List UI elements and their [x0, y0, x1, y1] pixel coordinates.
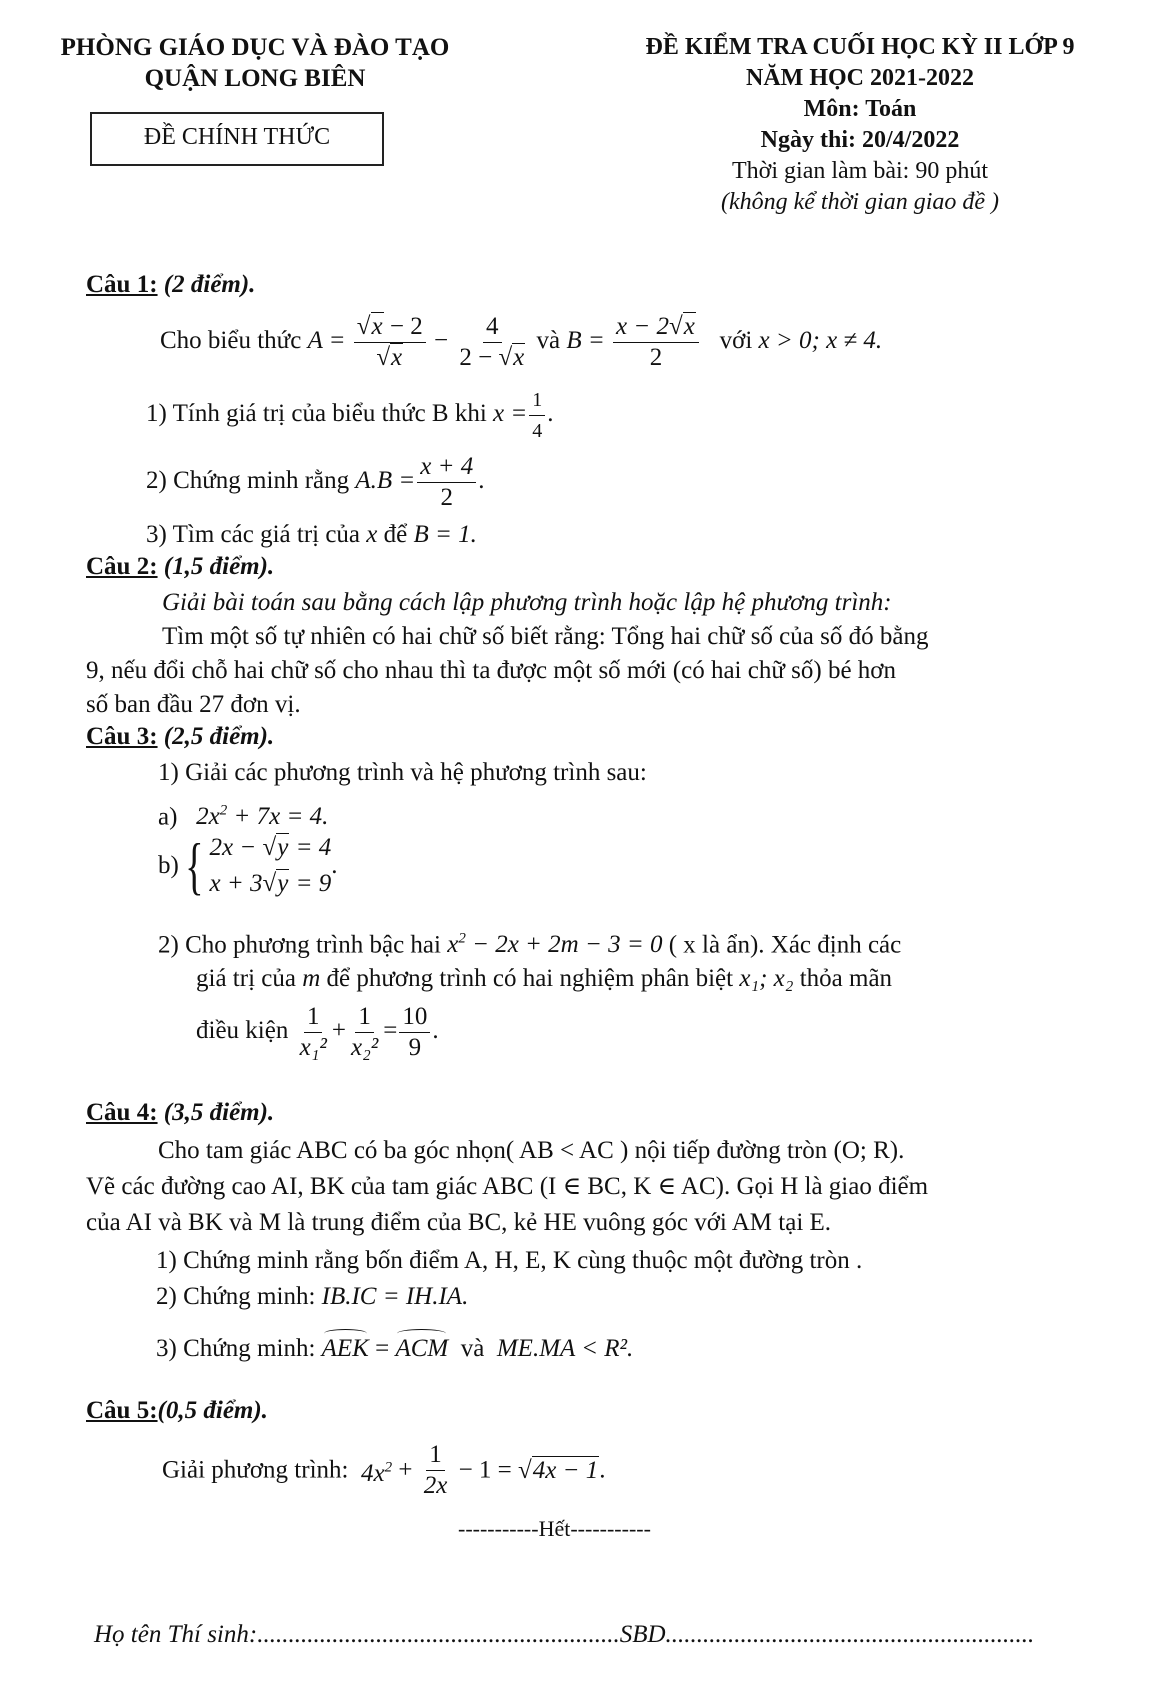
q3-points: (2,5 điểm). — [163, 723, 275, 750]
q1-heading — [86, 270, 255, 300]
q1-part-1: 1) Tính giá trị của biểu thức B khi x = $\frac{1}{4}$ . — [146, 385, 554, 446]
q3-part-2-line-3: điều kiện $\frac{1}{\text{x₁²}}$ + $\frac{1}{\text{x₂²}}$ = $\frac{10}{9}$ . — [196, 1003, 439, 1061]
org-line-2: QUẬN LONG BIÊN — [144, 65, 366, 92]
q1-part-2: 2) Chứng minh rằng A.B = $\frac{x + 4}{2}$ . — [146, 453, 485, 511]
q3-part-1a: a) $2x^2 + 7x = 4$. — [158, 803, 329, 831]
q3-part-2-line-2: giá trị của m để phương trình có hai nghiệm phân biệt x₁; x₂ thỏa mãn — [196, 965, 893, 992]
q1-points: (2 điểm). — [163, 271, 256, 298]
q1-label: Câu 1: — [86, 271, 158, 298]
school-year: NĂM HỌC 2021-2022 — [746, 65, 974, 91]
q5-label: Câu 5: — [86, 1397, 158, 1424]
exam-title: ĐỀ KIỂM TRA CUỐI HỌC KỲ II LỚP 9 — [645, 34, 1075, 60]
angle-aek: AEK — [321, 1335, 369, 1362]
q4-part-2: 2) Chứng minh: IB.IC = IH.IA. — [156, 1283, 469, 1310]
q1-intro: Cho biểu thức — [160, 327, 302, 355]
a-lhs: A = — [307, 327, 346, 355]
candidate-name-label: Họ tên Thí sinh: — [94, 1621, 258, 1648]
q2-heading — [86, 552, 274, 582]
candidate-info — [94, 1620, 1034, 1650]
b-fraction: $\frac{x - 2√x}{2}$ — [613, 312, 699, 373]
exam-duration: Thời gian làm bài: 90 phút — [732, 158, 988, 184]
q2-line-1: Tìm một số tự nhiên có hai chữ số biết rằng: Tổng hai chữ số của số đó bằng — [162, 623, 929, 650]
q1-expression: Cho biểu thức A = $\frac{√x - 2}{√x}$ − $\frac{4}{2 - √x}$ và B = $\frac{x - 2√x}{2}$ với x > 0; x ≠ 4. — [160, 313, 883, 371]
q2-line-2: 9, nếu đổi chỗ hai chữ số cho nhau thì ta được một số mới (có hai chữ số) bé hơn — [86, 657, 897, 684]
q4-line-3: của AI và BK và M là trung điểm của BC, kẻ HE vuông góc với AM tại E. — [86, 1209, 832, 1236]
angle-acm: ACM — [395, 1335, 449, 1362]
q3-label: Câu 3: — [86, 723, 158, 750]
q4-part-3: 3) Chứng minh: AEK = ACM và ME.MA < R². — [156, 1335, 634, 1362]
department-name — [20, 32, 490, 94]
a-fraction-2: $\frac{4}{2 - √x}$ — [459, 313, 525, 371]
brace-icon: { — [184, 830, 204, 901]
a-fraction-1: $\frac{√x - 2}{√x}$ — [354, 312, 426, 373]
subject: Môn: Toán — [803, 96, 917, 122]
official-exam-box — [90, 112, 384, 166]
q1-condition: x > 0; x ≠ 4. — [758, 327, 883, 355]
q3-part-2-line-1: 2) Cho phương trình bậc hai $x^2 - 2x + 2m - 3 = 0$ ( x là ẩn). Xác định các — [158, 931, 902, 959]
q3-part-1: 1) Giải các phương trình và hệ phương trình sau: — [158, 759, 647, 786]
q2-points: (1,5 điểm). — [163, 553, 275, 580]
sbd-label: SBD — [619, 1621, 666, 1648]
org-line-1: PHÒNG GIÁO DỤC VÀ ĐÀO TẠO — [60, 34, 450, 61]
exam-date: Ngày thi: 20/4/2022 — [760, 127, 960, 153]
q1-part-3: 3) Tìm các giá trị của x để B = 1. — [146, 521, 477, 548]
q5-equation: Giải phương trình: $4x^2$ + $\frac{1}{2x}$ − 1 = √4x − 1. — [162, 1441, 606, 1499]
candidate-name-field[interactable]: .......................................................... — [257, 1621, 620, 1648]
q3-heading — [86, 722, 274, 752]
official-exam-label: ĐỀ CHÍNH THỨC — [143, 124, 331, 150]
q4-heading — [86, 1098, 274, 1128]
q4-part-1: 1) Chứng minh rằng bốn điểm A, H, E, K cùng thuộc một đường tròn . — [156, 1247, 863, 1274]
equation-system: 2x − √y = 4 x + 3√y = 9 — [209, 834, 332, 897]
exam-note: (không kể thời gian giao đề ) — [720, 189, 1000, 215]
q4-line-2: Vẽ các đường cao AI, BK của tam giác ABC (I ∈ BC, K ∈ AC). Gọi H là giao điểm — [86, 1173, 929, 1200]
b-lhs: B = — [566, 327, 605, 355]
q4-line-1: Cho tam giác ABC có ba góc nhọn( AB < AC ) nội tiếp đường tròn (O; R). — [158, 1137, 905, 1164]
exam-info — [570, 32, 1150, 218]
q4-label: Câu 4: — [86, 1099, 158, 1126]
q2-label: Câu 2: — [86, 553, 158, 580]
q2-instruction: Giải bài toán sau bằng cách lập phương trình hoặc lập hệ phương trình: — [162, 589, 892, 616]
end-mark: -----------Hết----------- — [458, 1516, 651, 1541]
q2-line-3: số ban đầu 27 đơn vị. — [86, 691, 301, 718]
q5-points: (0,5 điểm). — [157, 1397, 268, 1424]
q5-heading — [86, 1396, 268, 1426]
q4-points: (3,5 điểm). — [163, 1099, 275, 1126]
q3-part-1b: b){ 2x − √y = 4 x + 3√y = 9 . — [158, 830, 338, 901]
sbd-field[interactable]: ........................................................... — [665, 1621, 1035, 1648]
